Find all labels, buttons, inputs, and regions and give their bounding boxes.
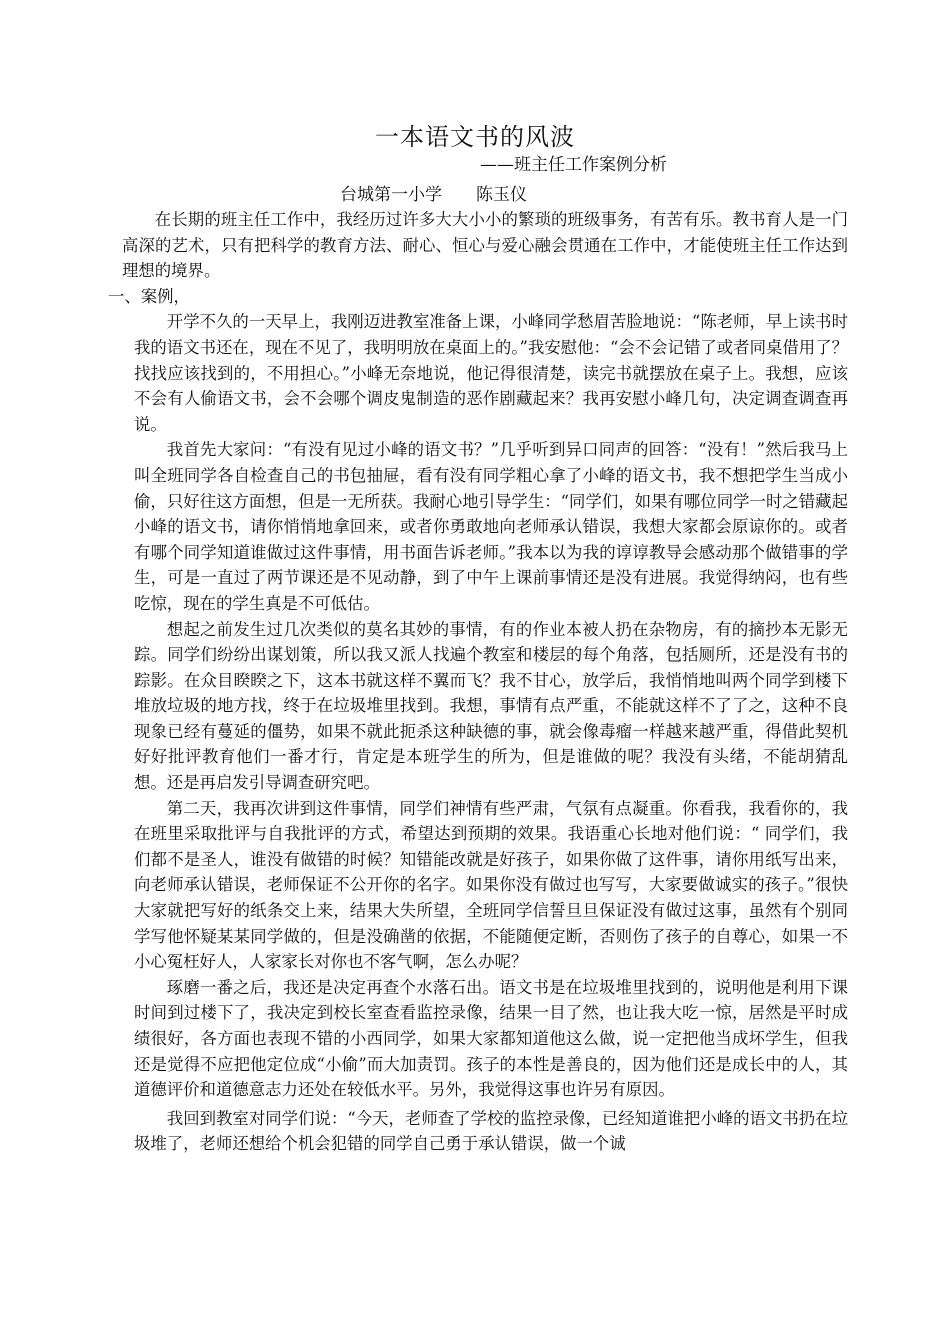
body-paragraph: 想起之前发生过几次类似的莫名其妙的事情，有的作业本被人扔在杂物房，有的摘抄本无影无踪。同学们纷纷出谋划策，所以我又派人找遍个教室和楼层的每个角落，包括厕所，还是没有书的踪影。在众目睽睽之下，这本书就这样不翼而飞？我不甘心，放学后，我悄悄地叫两个同学到楼下堆放垃圾的地方找，终于在垃圾堆里找到。我想，事情有点严重，不能就这样不了了之，这种不良现象已经有蔓延的僵势，如果不就此扼杀这种缺德的事，就会像毒瘤一样越来越严重，得借此契机好好批评教育他们一番才行，肯定是本班学生的所为，但是谁做的呢？我没有头绪，不能胡猜乱想。还是再启发引导调查研究吧。 xyxy=(134,619,848,793)
body-paragraph: 开学不久的一天早上，我刚迈进教室准备上课，小峰同学愁眉苦脸地说：“陈老师，早上读书时我的语文书还在，现在不见了，我明明放在桌面上的。”我安慰他：“会不会记错了或者同桌借用了？找找应该找到的，不用担心。”小峰无奈地说，他记得很清楚，读完书就摆放在桌子上。我想，应该不会有人偷语文书，会不会哪个调皮鬼制造的恶作剧藏起来？我再安慰小峰几句，决定调查调查再说。 xyxy=(134,312,848,434)
document-body xyxy=(108,207,848,1157)
intro-paragraph: 在长期的班主任工作中，我经历过许多大大小小的繁琐的班级事务，有苦有乐。教书育人是一门高深的艺术，只有把科学的教育方法、耐心、恒心与爱心融会贯通在工作中，才能使班主任工作达到理想的境界。 xyxy=(122,210,848,281)
body-paragraph: 第二天，我再次讲到这件事情，同学们神情有些严肃，气氛有点凝重。你看我，我看你的，我在班里采取批评与自我批评的方式，希望达到预期的效果。我语重心长地对他们说：“ 同学们，我们都不是圣人，谁没有做错的时候？知错能改就是好孩子，如果你做了这件事，请你用纸写出来，向老师承认错误，老师保证不公开你的名字。如果你没有做过也写写，大家要做诚实的孩子。”很快大家就把写好的纸条交上来，结果大失所望，全班同学信誓旦旦保证没有做过这事，虽然有个别同学写他怀疑某某同学做的，但是没确凿的依据，不能随便定断，否则伤了孩子的自尊心，如果一不小心冤枉好人，人家家长对你也不客气啊，怎么办呢？ xyxy=(134,798,848,972)
document-subtitle: ——班主任工作案例分析 xyxy=(480,155,667,175)
section-heading: 一、案例， xyxy=(108,286,190,306)
body-paragraph: 琢磨一番之后，我还是决定再查个水落石出。语文书是在垃圾堆里找到的，说明他是利用下课时间到过楼下了，我决定到校长室查看监控录像，结果一目了然，也让我大吃一惊，居然是平时成绩很好，各方面也表现不错的小西同学，如果大家都知道他这么做，说一定把他当成坏学生，但我还是觉得不应把他定位成“小偷”而大加责罚。孩子的本性是善良的，因为他们还是成长中的人，其道德评价和道德意志力还处在较低水平。另外，我觉得这事也许另有原因。 xyxy=(134,977,848,1100)
author-line: 台城第一小学 陈玉仪 xyxy=(340,185,527,205)
body-paragraph: 我回到教室对同学们说：“今天，老师查了学校的监控录像，已经知道谁把小峰的语文书扔在垃圾堆了，老师还想给个机会犯错的同学自己勇于承认错误，做一个诚 xyxy=(134,1108,848,1154)
document-title: 一本语文书的风波 xyxy=(375,123,575,151)
body-paragraph: 我首先大家问：“有没有见过小峰的语文书？”几乎听到异口同声的回答：“没有！”然后我马上叫全班同学各自检查自己的书包抽屉，看有没有同学粗心拿了小峰的语文书，我不想把学生当成小偷，只好往这方面想，但是一无所获。我耐心地引导学生：“同学们，如果有哪位同学一时之错藏起小峰的语文书，请你悄悄地拿回来，或者你勇敢地向老师承认错误，我想大家都会原谅你的。或者有哪个同学知道谁做过这件事情，用书面告诉老师。”我本以为我的谆谆教导会感动那个做错事的学生，可是一直过了两节课还是不见动静，到了中午上课前事情还是没有进展。我觉得纳闷，也有些吃惊，现在的学生真是不可低估。 xyxy=(134,440,848,613)
